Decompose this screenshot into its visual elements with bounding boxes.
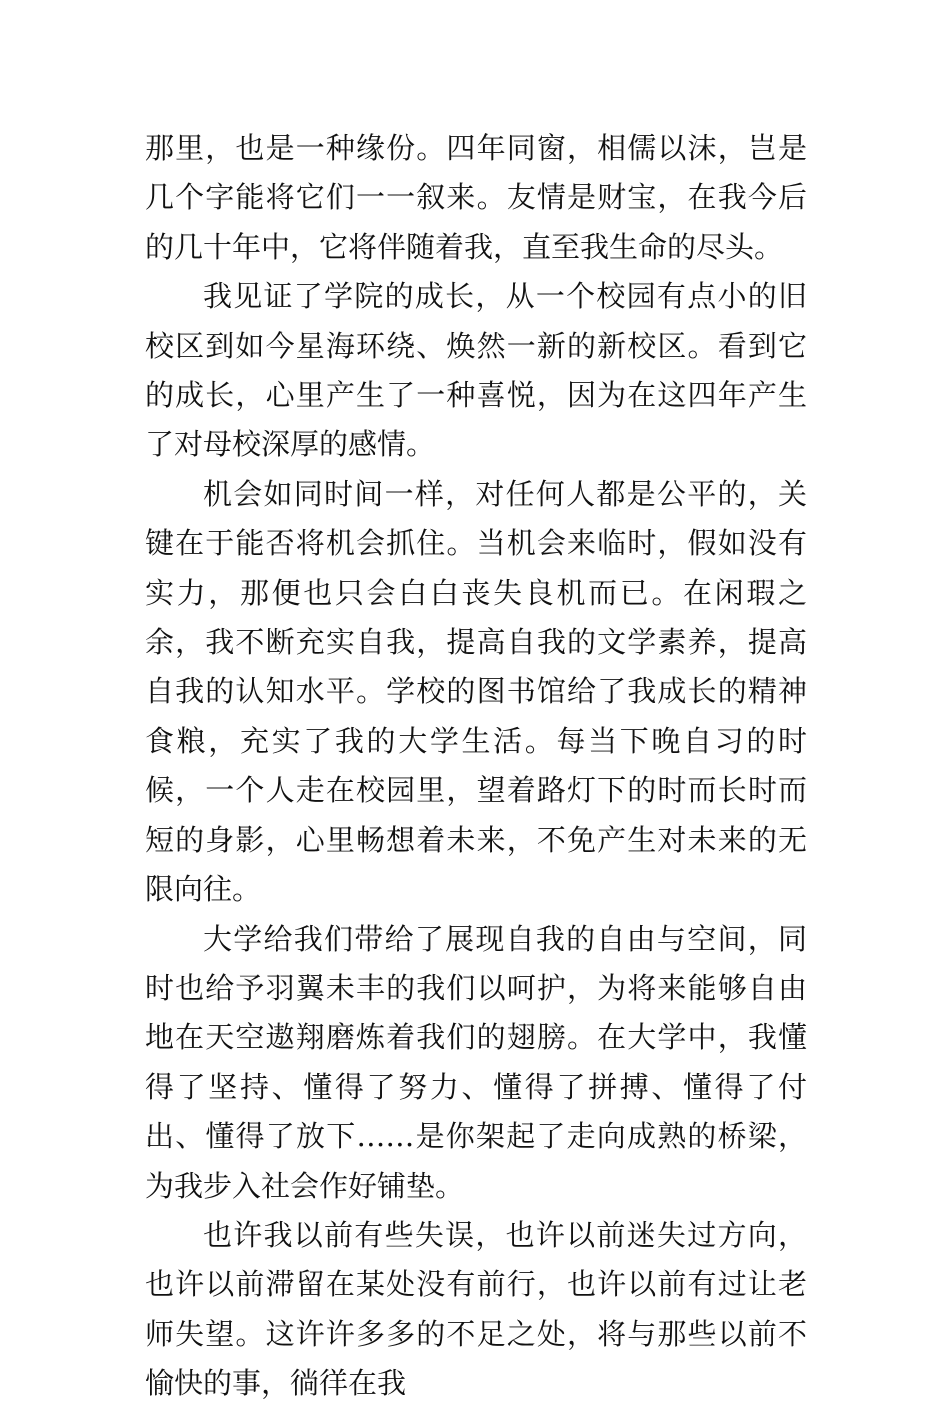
paragraph-1: 那里，也是一种缘份。四年同窗，相儒以沫，岂是几个字能将它们一一叙来。友情是财宝，在我今后的几十年中，它将伴随着我，直至我生命的尽头。 [145, 131, 807, 264]
document-body [145, 124, 807, 1409]
paragraph-2: 我见证了学院的成长，从一个校园有点小的旧校区到如今星海环绕、焕然一新的新校区。看到它的成长，心里产生了一种喜悦，因为在这四年产生了对母校深厚的感情。 [145, 279, 807, 462]
paragraph-5: 也许我以前有些失误，也许以前迷失过方向，也许以前滞留在某处没有前行，也许以前有过让老师失望。这许许多多的不足之处，将与那些以前不愉快的事，徜徉在我 [145, 1217, 807, 1401]
paragraph-3: 机会如同时间一样，对任何人都是公平的，关键在于能否将机会抓住。当机会来临时，假如没有实力，那便也只会白白丧失良机而已。在闲瑕之余，我不断充实自我，提高自我的文学素养，提高自我的认知水平。学校的图书馆给了我成长的精神食粮，充实了我的大学生活。每当下晚自习的时候，一个人走在校园里，望着路灯下的时而长时而短的身影，心里畅想着未来，不免产生对未来的无限向往。 [145, 476, 807, 907]
paragraph-4: 大学给我们带给了展现自我的自由与空间，同时也给予羽翼未丰的我们以呵护，为将来能够自由地在天空遨翔磨炼着我们的翅膀。在大学中，我懂得了坚持、懂得了努力、懂得了拼搏、懂得了付出、懂得了放下……是你架起了走向成熟的桥梁，为我步入社会作好铺垫。 [145, 921, 807, 1203]
